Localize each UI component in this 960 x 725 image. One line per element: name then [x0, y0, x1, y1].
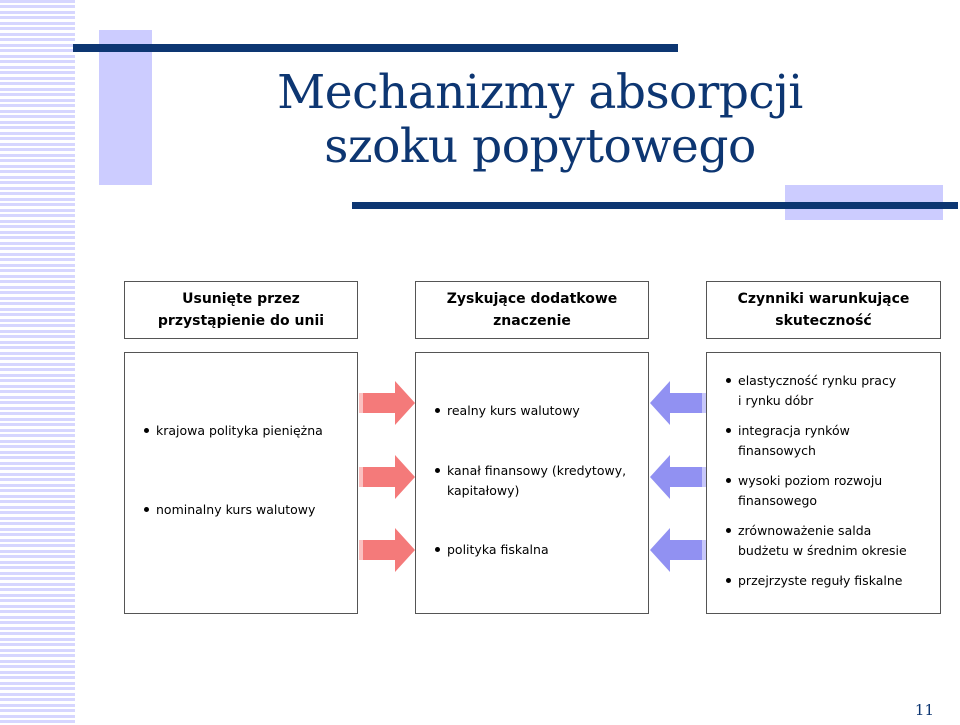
- page-number: 11: [914, 701, 934, 719]
- arrow-right-icon: [359, 455, 415, 499]
- column-header-removed: [124, 281, 358, 339]
- list-item: realny kurs walutowy: [416, 401, 648, 421]
- list-item: nominalny kurs walutowy: [125, 500, 357, 520]
- arrow-left-icon: [650, 455, 706, 499]
- column-body-removed: [124, 352, 358, 614]
- arrow-right-icon: [359, 528, 415, 572]
- list-item: integracja rynków finansowych: [707, 421, 940, 461]
- list-item: elastyczność rynku pracy i rynku dóbr: [707, 371, 940, 411]
- list-item: zrównoważenie salda budżetu w średnim okresie: [707, 521, 940, 561]
- list-item: polityka fiskalna: [416, 540, 648, 560]
- column-header-line: przystąpienie do unii: [157, 313, 325, 329]
- slide-title: [190, 66, 890, 174]
- list-item: kanał finansowy (kredytowy, kapitałowy): [416, 461, 648, 501]
- arrow-left-icon: [650, 528, 706, 572]
- arrow-left-icon: [650, 381, 706, 425]
- column-body-gaining: [415, 352, 649, 614]
- list-item: wysoki poziom rozwoju finansowego: [707, 471, 940, 511]
- slide-title-line-1: Mechanizmy absorpcji: [277, 65, 803, 120]
- title-rule-top: [73, 44, 678, 52]
- list-item: krajowa polityka pieniężna: [125, 421, 357, 441]
- slide-title-line-2: szoku popytowego: [324, 119, 756, 174]
- column-body-conditions: [706, 352, 941, 614]
- column-header-gaining: [415, 281, 649, 339]
- column-header-line: Czynniki warunkujące: [737, 291, 910, 307]
- title-rule-bottom: [352, 202, 958, 209]
- list-item: przejrzyste reguły fiskalne: [707, 571, 940, 591]
- column-header-line: Zyskujące dodatkowe: [446, 291, 618, 307]
- column-header-line: znaczenie: [493, 313, 571, 329]
- accent-block-top-left: [99, 30, 152, 185]
- column-header-conditions: [706, 281, 941, 339]
- column-header-line: Usunięte przez: [182, 291, 300, 307]
- arrow-right-icon: [359, 381, 415, 425]
- left-stripe-decoration: [0, 0, 75, 725]
- column-header-line: skuteczność: [775, 313, 872, 329]
